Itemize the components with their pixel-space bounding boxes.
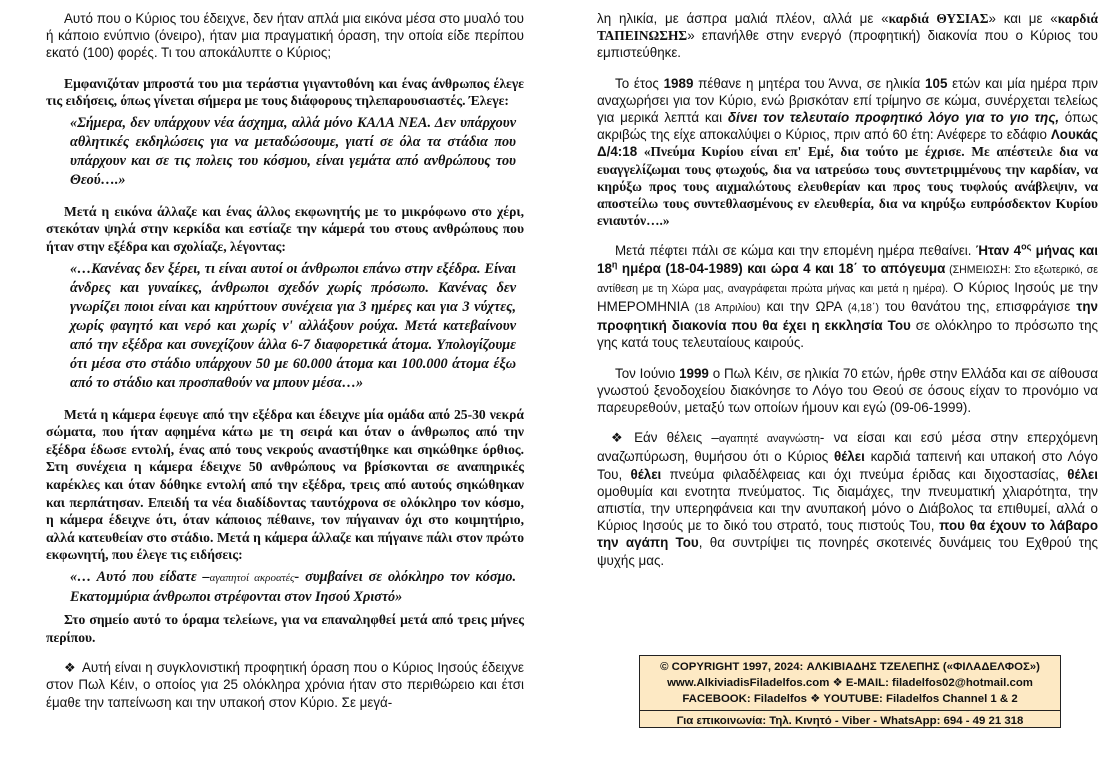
right-paragraph-4: Τον Ιούνιο 1999 ο Πωλ Κέιν, σε ηλικία 70 ετών, ήρθε στην Ελλάδα και σε αίθουσα γνωστού ξενοδοχείου διακόνησε το Λόγο του Θεού σε όσους είχαν το προνόμιο να παρευρεθούν, μεταξύ των οποίων ήμουν και εγώ (09-06-1999). [597,365,1098,416]
social-media-line[interactable]: FACEBOOK: Filadelfos ❖ YOUTUBE: Filadelfos Channel 1 & 2 [682,693,1018,705]
quote-good-news: «Σήμερα, δεν υπάρχουν νέα άσχημα, αλλά μόνο ΚΑΛΑ ΝΕΑ. Δεν υπάρχουν αθλητικές εκδηλώσεις για να μεταδώσουμε, γιατί σε όλα τα στάδια που υπάρχουν και σε τις πολεις του κόσμου, είναι γεμάτα από ανθρώπους του Θεού….» [70,114,516,188]
right-paragraph-1: λη ηλικία, με άσπρα μαλιά πλέον, αλλά με «καρδιά ΘΥΣΙΑΣ» και με «καρδιά ΤΑΠΕΙΝΩΣΗΣ» επανήλθε στην ενεργό (προφητική) διακονία που ο Κύριος του εμπιστεύθηκε. [597,11,1098,61]
right-paragraph-5: ❖ Εάν θέλεις –αγαπητέ αναγνώστη- να είσαι και εσύ μέσα στην επερχόμενη αναζωπύρωση, θυμήσου ότι ο Κύριος θέλει καρδιά ταπεινή και υπακοή στο Λόγο Του, θέλει πνεύμα φιλαδέλφειας και όχι πνεύμα έριδας και διχοστασίας, θέλει ομοθυμία και ενοτητα πνεύματος. Τις διαμάχες, την πνευματική χλιαρότητα, την απιστία, την υπερηφάνεια και την ανυπακοή μόνο ο Διάβολος τα επιθυμεί, αλλά ο Κύριος Ιησούς με το δικό του στρατό, τους πιστούς Του, που θα έχουν το λάβαρο την αγάπη Του, θα συντρίψει τις πονηρές σκοτεινές δυνάμεις του Εχθρού της ψυχής μας. [597,430,1099,568]
left-paragraph-3: Μετά η εικόνα άλλαζε και ένας άλλος εκφωνητής με το μικρόφωνο στο χέρι, στεκόταν ψηλά στην κερκίδα και εστίαζε την κάμερά του στους ανθρώπους που ήταν στην εξέδρα και σχολίαζε, λέγοντας: [46,203,524,254]
right-column [597,10,1098,569]
left-paragraph-2: Εμφανιζόταν μπροστά του μια τεράστια γιγαντοθόνη και ένας άνθρωπος έλεγε τις ειδήσεις, όπως γίνεται σήμερα με τους διάφορους τηλεπαρουσιαστές. Έλεγε: [46,75,524,109]
copyright-box [639,655,1061,728]
copyright-line: © COPYRIGHT 1997, 2024: ΑΛΚΙΒΙΑΔΗΣ ΤΖΕΛΕΠΗΣ («ΦΙΛΑΔΕΛΦΟΣ») [660,661,1040,673]
left-paragraph-4: Μετά η κάμερα έφευγε από την εξέδρα και έδειχνε μία ομάδα από 25-30 νεκρά σώματα, που ήταν αφημένα κάτω με τη σειρά και όταν ο άνθρωπος από την εξέδρα έδωσε εντολή, ένας από τους νεκρούς αναστήθηκε και σηκώθηκε όρθιος. Στη συνέχεια η κάμερα έδειχνε 50 ανθρώπους να βρίσκονται σε αναπηρικές καρέκλες και όταν δόθηκε εντολή από την εξέδρα, τρεις από αυτούς σηκώθηκαν και περπάτησαν. Επειδή τα νέα διαδίδοντας ταυτόχρονα σε ολόκληρο τον κόσμο, η κάμερα έδειχνε ότι, όταν κάποιος πέθαινε, τον πήγαιναν όχι στο κοιμητήριο, αλλά κατευθείαν στο στάδιο. Μετά η κάμερα άλλαζε και πήγαινε πάλι στον πρώτο εκφωνητή, που έλεγε τις ειδήσεις: [46,406,524,563]
website-email-line[interactable]: www.AlkiviadisFiladelfos.com ❖ E-MAIL: filadelfos02@hotmail.com [667,677,1033,689]
diamond-bullet-icon: ❖ [64,660,76,676]
left-paragraph-6: ❖ Αυτή είναι η συγκλονιστική προφητική όραση που ο Κύριος Ιησούς έδειχνε στον Πωλ Κέιν, ο οποίος για 25 ολόκληρα χρόνια ήταν στο περιθώρειο και έτσι έμαθε την ταπείνωση και την υπακοή στον Κύριο. Σε μεγά- [46,660,524,710]
contact-phone-line: Για επικοινωνία: Τηλ. Κινητό - Viber - WhatsApp: 694 - 49 21 318 [640,710,1060,729]
right-paragraph-3: Μετά πέφτει πάλι σε κώμα και την επομένη ημέρα πεθαίνει. Ήταν $4^{o\varsigma}$ μήνας και $18^\eta$ ημέρα (18-04-1989) και ώρα 4 και 18΄ το απόγευμα (ΣΗΜΕΙΩΣΗ: Στο εξωτερικό, σε αντίθεση με τη Χώρα μας, αναγράφεται πρώτα μήνας και μετά η ημέρα). Ο Κύριος Ιησούς με την ΗΜΕΡΟΜΗΝΙΑ (18 Απριλίου) και την ΩΡΑ (4,18΄) του θανάτου της, επισφράγισε την προφητική διακονία που θα έχει η εκκλησία Του σε ολόκληρο το πρόσωπο της γης κατά τους τελευταίους καιρούς. [597,241,1098,351]
left-column [46,10,524,711]
right-paragraph-2: Το έτος 1989 πέθανε η μητέρα του Άννα, σε ηλικία 105 ετών και μία ημέρα πριν αναχωρήσει για τον Κύριο, ενώ βρισκόταν επί τρίμηνο σε κώμα, συνέρχεται τελείως για μερικά λεπτά και δίνει τον τελευταίο προφητικό λόγο για το γιο της, όπως ακριβώς της είχε αποκαλύψει ο Κύριος, πριν από 60 έτη: Ανέφερε το εδάφιο Λουκάς Δ/4:18 «Πνεύμα Κυρίου είναι επ' Εμέ, δια τούτο με έχρισε. Με απέστειλε δια να ευαγγελίζωμαι τους φτωχούς, δια να ιατρεύσω τους συντετριμμένους την καρδίαν, να κηρύξω προς τους αιχμαλώτους ελευθερίαν και προς τους τυφλούς ανάβλεψιν, να αποστείλω τους συντεθλασμένους εν ελευθερία, δια να κηρύξω ευπρόσδεκτον Κυρίου ενιαυτόν….» [597,75,1098,229]
left-paragraph-1: Αυτό που ο Κύριος του έδειχνε, δεν ήταν απλά μια εικόνα μέσα στο μυαλό του ή κάποιο ενύπνιο (όνειρο), ήταν μια πραγματική όραση, την οποία είδε περίπου εκατό (100) φορές. Τι του αποκάλυπτε ο Κύριος; [46,11,524,61]
quote-millions: «… Αυτό που είδατε –αγαπητοί ακροατές- συμβαίνει σε ολόκληρο τον κόσμο. Εκατομμύρια άνθρωποι στρέφονται στον Ιησού Χριστό» [70,568,517,605]
left-paragraph-5: Στο σημείο αυτό το όραμα τελείωνε, για να επαναληφθεί μετά από τρεις μήνες περίπου. [46,611,524,645]
quote-stadium: «…Κανένας δεν ξέρει, τι είναι αυτοί οι άνθρωποι επάνω στην εξέδρα. Είναι άνδρες και γυναίκες, άνθρωποι σχεδόν χωρίς πρόσωπο. Κανένας δεν γνωρίζει ποιοι είναι και κηρύττουν συνέχεια για 3 ημέρες και για 3 νύχτες, χωρίς φαγητό και νερό και χωρίς ν' αλλάξουν ρούχα. Μετά κατεβαίνουν από την εξέδρα και συνεχίζουν άλλα 6-7 διαφορετικά άτομα. Υπολογίζουμε ότι μέσα στο στάδιο υπάρχουν 50 με 60.000 άτομα και 100.000 άτομα έξω από το στάδιο και προσπαθούν να μπουν μέσα…» [70,260,516,391]
diamond-bullet-icon: ❖ [611,430,629,446]
